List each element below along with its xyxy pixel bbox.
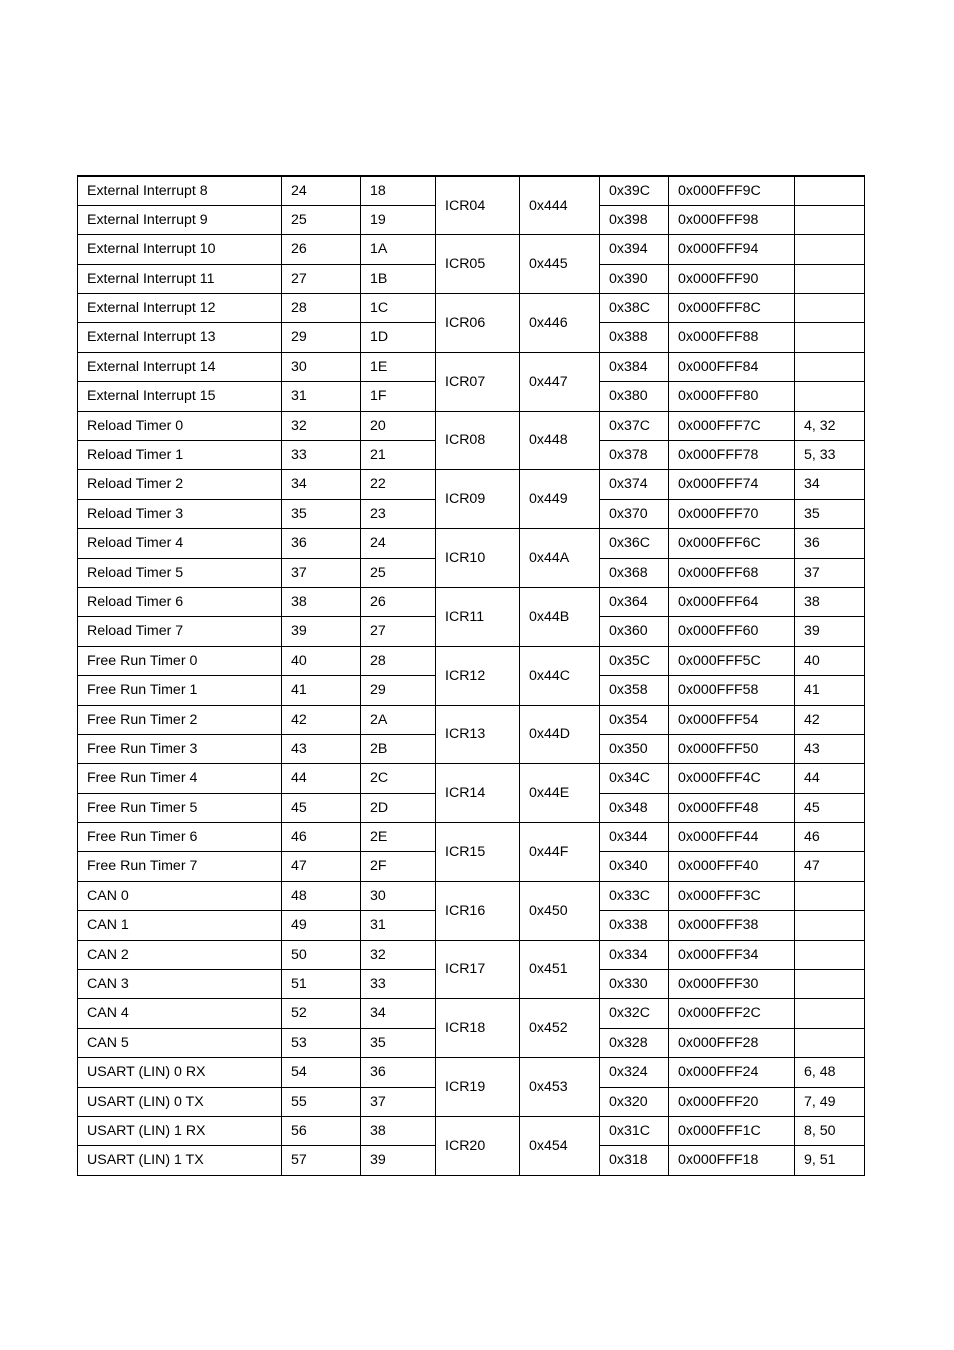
reference-cell — [795, 205, 865, 234]
icr-address-cell: 0x44F — [520, 823, 600, 882]
icr-register-cell: ICR14 — [436, 764, 520, 823]
interrupt-source-cell: USART (LIN) 0 RX — [78, 1058, 282, 1087]
interrupt-source-cell: External Interrupt 15 — [78, 382, 282, 411]
interrupt-number-decimal-cell: 35 — [282, 499, 361, 528]
interrupt-number-hex-cell: 25 — [361, 558, 436, 587]
interrupt-number-decimal-cell: 30 — [282, 352, 361, 381]
vector-address-cell: 0x000FFF50 — [669, 734, 795, 763]
interrupt-number-decimal-cell: 50 — [282, 940, 361, 969]
table-row — [78, 294, 865, 323]
interrupt-number-decimal-cell: 47 — [282, 852, 361, 881]
vector-address-cell: 0x000FFF94 — [669, 235, 795, 264]
vector-offset-cell: 0x31C — [600, 1117, 669, 1146]
interrupt-number-hex-cell: 1E — [361, 352, 436, 381]
icr-address-cell: 0x451 — [520, 940, 600, 999]
vector-offset-cell: 0x33C — [600, 881, 669, 910]
vector-address-cell: 0x000FFF80 — [669, 382, 795, 411]
interrupt-number-decimal-cell: 48 — [282, 881, 361, 910]
interrupt-number-decimal-cell: 45 — [282, 793, 361, 822]
reference-cell — [795, 176, 865, 205]
vector-address-cell: 0x000FFF7C — [669, 411, 795, 440]
reference-cell: 38 — [795, 587, 865, 616]
vector-address-cell: 0x000FFF24 — [669, 1058, 795, 1087]
icr-register-cell: ICR08 — [436, 411, 520, 470]
vector-offset-cell: 0x378 — [600, 441, 669, 470]
interrupt-number-decimal-cell: 56 — [282, 1117, 361, 1146]
interrupt-number-hex-cell: 33 — [361, 970, 436, 999]
vector-offset-cell: 0x340 — [600, 852, 669, 881]
icr-register-cell: ICR17 — [436, 940, 520, 999]
reference-cell: 43 — [795, 734, 865, 763]
vector-address-cell: 0x000FFF9C — [669, 176, 795, 205]
reference-cell: 44 — [795, 764, 865, 793]
icr-register-cell: ICR07 — [436, 352, 520, 411]
interrupt-number-hex-cell: 18 — [361, 176, 436, 205]
vector-offset-cell: 0x370 — [600, 499, 669, 528]
interrupt-number-hex-cell: 29 — [361, 676, 436, 705]
vector-offset-cell: 0x324 — [600, 1058, 669, 1087]
interrupt-number-hex-cell: 31 — [361, 911, 436, 940]
vector-address-cell: 0x000FFF2C — [669, 999, 795, 1028]
interrupt-number-hex-cell: 19 — [361, 205, 436, 234]
icr-register-cell: ICR13 — [436, 705, 520, 764]
interrupt-source-cell: CAN 5 — [78, 1028, 282, 1057]
interrupt-number-decimal-cell: 34 — [282, 470, 361, 499]
interrupt-number-hex-cell: 37 — [361, 1087, 436, 1116]
vector-offset-cell: 0x39C — [600, 176, 669, 205]
icr-address-cell: 0x450 — [520, 881, 600, 940]
interrupt-source-cell: External Interrupt 11 — [78, 264, 282, 293]
table-row — [78, 411, 865, 440]
table-row — [78, 999, 865, 1028]
vector-offset-cell: 0x338 — [600, 911, 669, 940]
interrupt-source-cell: Free Run Timer 1 — [78, 676, 282, 705]
interrupt-number-decimal-cell: 26 — [282, 235, 361, 264]
table-row — [78, 823, 865, 852]
vector-offset-cell: 0x364 — [600, 587, 669, 616]
interrupt-number-decimal-cell: 32 — [282, 411, 361, 440]
table-row — [78, 352, 865, 381]
interrupt-number-decimal-cell: 40 — [282, 646, 361, 675]
interrupt-number-decimal-cell: 25 — [282, 205, 361, 234]
icr-address-cell: 0x446 — [520, 294, 600, 353]
reference-cell: 46 — [795, 823, 865, 852]
vector-offset-cell: 0x318 — [600, 1146, 669, 1175]
icr-register-cell: ICR20 — [436, 1117, 520, 1176]
interrupt-number-decimal-cell: 28 — [282, 294, 361, 323]
interrupt-number-hex-cell: 2A — [361, 705, 436, 734]
vector-address-cell: 0x000FFF84 — [669, 352, 795, 381]
interrupt-source-cell: External Interrupt 10 — [78, 235, 282, 264]
interrupt-number-decimal-cell: 52 — [282, 999, 361, 1028]
interrupt-number-hex-cell: 2D — [361, 793, 436, 822]
table-row — [78, 646, 865, 675]
reference-cell: 42 — [795, 705, 865, 734]
vector-offset-cell: 0x348 — [600, 793, 669, 822]
vector-address-cell: 0x000FFF88 — [669, 323, 795, 352]
reference-cell: 6, 48 — [795, 1058, 865, 1087]
interrupt-number-hex-cell: 38 — [361, 1117, 436, 1146]
vector-offset-cell: 0x388 — [600, 323, 669, 352]
vector-offset-cell: 0x368 — [600, 558, 669, 587]
interrupt-source-cell: Free Run Timer 4 — [78, 764, 282, 793]
interrupt-source-cell: Reload Timer 3 — [78, 499, 282, 528]
vector-address-cell: 0x000FFF74 — [669, 470, 795, 499]
reference-cell: 5, 33 — [795, 441, 865, 470]
interrupt-number-decimal-cell: 36 — [282, 529, 361, 558]
icr-register-cell: ICR05 — [436, 235, 520, 294]
icr-register-cell: ICR11 — [436, 587, 520, 646]
interrupt-source-cell: Reload Timer 5 — [78, 558, 282, 587]
interrupt-number-decimal-cell: 55 — [282, 1087, 361, 1116]
reference-cell — [795, 294, 865, 323]
interrupt-source-cell: USART (LIN) 1 TX — [78, 1146, 282, 1175]
interrupt-source-cell: CAN 4 — [78, 999, 282, 1028]
table-row — [78, 705, 865, 734]
vector-address-cell: 0x000FFF98 — [669, 205, 795, 234]
table-row — [78, 1117, 865, 1146]
reference-cell — [795, 382, 865, 411]
table-row — [78, 235, 865, 264]
vector-address-cell: 0x000FFF48 — [669, 793, 795, 822]
icr-register-cell: ICR16 — [436, 881, 520, 940]
interrupt-number-hex-cell: 26 — [361, 587, 436, 616]
vector-address-cell: 0x000FFF38 — [669, 911, 795, 940]
interrupt-number-decimal-cell: 29 — [282, 323, 361, 352]
reference-cell: 35 — [795, 499, 865, 528]
reference-cell: 47 — [795, 852, 865, 881]
vector-address-cell: 0x000FFF20 — [669, 1087, 795, 1116]
reference-cell: 4, 32 — [795, 411, 865, 440]
interrupt-number-hex-cell: 34 — [361, 999, 436, 1028]
vector-offset-cell: 0x344 — [600, 823, 669, 852]
interrupt-number-decimal-cell: 49 — [282, 911, 361, 940]
vector-offset-cell: 0x374 — [600, 470, 669, 499]
reference-cell: 45 — [795, 793, 865, 822]
reference-cell: 41 — [795, 676, 865, 705]
interrupt-number-hex-cell: 20 — [361, 411, 436, 440]
interrupt-number-hex-cell: 22 — [361, 470, 436, 499]
interrupt-number-decimal-cell: 38 — [282, 587, 361, 616]
interrupt-source-cell: CAN 1 — [78, 911, 282, 940]
icr-register-cell: ICR18 — [436, 999, 520, 1058]
vector-offset-cell: 0x360 — [600, 617, 669, 646]
interrupt-source-cell: Reload Timer 7 — [78, 617, 282, 646]
interrupt-number-decimal-cell: 51 — [282, 970, 361, 999]
interrupt-number-decimal-cell: 31 — [282, 382, 361, 411]
reference-cell: 37 — [795, 558, 865, 587]
vector-offset-cell: 0x320 — [600, 1087, 669, 1116]
vector-address-cell: 0x000FFF68 — [669, 558, 795, 587]
reference-cell: 34 — [795, 470, 865, 499]
reference-cell — [795, 970, 865, 999]
table-row — [78, 176, 865, 205]
icr-register-cell: ICR06 — [436, 294, 520, 353]
reference-cell: 9, 51 — [795, 1146, 865, 1175]
icr-address-cell: 0x452 — [520, 999, 600, 1058]
interrupt-source-cell: USART (LIN) 0 TX — [78, 1087, 282, 1116]
vector-offset-cell: 0x358 — [600, 676, 669, 705]
table-row — [78, 940, 865, 969]
icr-address-cell: 0x445 — [520, 235, 600, 294]
interrupt-number-hex-cell: 1C — [361, 294, 436, 323]
interrupt-source-cell: External Interrupt 8 — [78, 176, 282, 205]
interrupt-source-cell: Free Run Timer 6 — [78, 823, 282, 852]
table-row — [78, 529, 865, 558]
interrupt-number-hex-cell: 36 — [361, 1058, 436, 1087]
interrupt-number-decimal-cell: 54 — [282, 1058, 361, 1087]
interrupt-number-decimal-cell: 33 — [282, 441, 361, 470]
interrupt-source-cell: Free Run Timer 5 — [78, 793, 282, 822]
vector-offset-cell: 0x390 — [600, 264, 669, 293]
icr-register-cell: ICR09 — [436, 470, 520, 529]
interrupt-number-hex-cell: 1F — [361, 382, 436, 411]
vector-address-cell: 0x000FFF18 — [669, 1146, 795, 1175]
interrupt-number-hex-cell: 21 — [361, 441, 436, 470]
icr-register-cell: ICR12 — [436, 646, 520, 705]
vector-address-cell: 0x000FFF64 — [669, 587, 795, 616]
vector-offset-cell: 0x398 — [600, 205, 669, 234]
vector-address-cell: 0x000FFF3C — [669, 881, 795, 910]
interrupt-number-decimal-cell: 24 — [282, 176, 361, 205]
interrupt-source-cell: External Interrupt 13 — [78, 323, 282, 352]
interrupt-source-cell: Free Run Timer 7 — [78, 852, 282, 881]
table-row — [78, 1058, 865, 1087]
vector-offset-cell: 0x354 — [600, 705, 669, 734]
vector-address-cell: 0x000FFF60 — [669, 617, 795, 646]
reference-cell — [795, 911, 865, 940]
vector-offset-cell: 0x38C — [600, 294, 669, 323]
icr-register-cell: ICR04 — [436, 176, 520, 235]
interrupt-number-decimal-cell: 43 — [282, 734, 361, 763]
interrupt-number-hex-cell: 30 — [361, 881, 436, 910]
interrupt-number-hex-cell: 2C — [361, 764, 436, 793]
interrupt-number-decimal-cell: 27 — [282, 264, 361, 293]
interrupt-source-cell: Free Run Timer 0 — [78, 646, 282, 675]
vector-offset-cell: 0x328 — [600, 1028, 669, 1057]
reference-cell: 7, 49 — [795, 1087, 865, 1116]
reference-cell: 36 — [795, 529, 865, 558]
reference-cell — [795, 264, 865, 293]
icr-address-cell: 0x454 — [520, 1117, 600, 1176]
interrupt-number-hex-cell: 23 — [361, 499, 436, 528]
table-row — [78, 881, 865, 910]
icr-address-cell: 0x44C — [520, 646, 600, 705]
reference-cell: 8, 50 — [795, 1117, 865, 1146]
vector-offset-cell: 0x380 — [600, 382, 669, 411]
interrupt-number-hex-cell: 1D — [361, 323, 436, 352]
vector-address-cell: 0x000FFF34 — [669, 940, 795, 969]
vector-offset-cell: 0x37C — [600, 411, 669, 440]
vector-offset-cell: 0x32C — [600, 999, 669, 1028]
interrupt-source-cell: Reload Timer 2 — [78, 470, 282, 499]
reference-cell — [795, 235, 865, 264]
icr-address-cell: 0x44E — [520, 764, 600, 823]
vector-address-cell: 0x000FFF5C — [669, 646, 795, 675]
icr-register-cell: ICR10 — [436, 529, 520, 588]
interrupt-number-hex-cell: 2E — [361, 823, 436, 852]
vector-offset-cell: 0x334 — [600, 940, 669, 969]
vector-offset-cell: 0x350 — [600, 734, 669, 763]
interrupt-number-hex-cell: 32 — [361, 940, 436, 969]
interrupt-source-cell: CAN 3 — [78, 970, 282, 999]
interrupt-number-hex-cell: 24 — [361, 529, 436, 558]
vector-address-cell: 0x000FFF28 — [669, 1028, 795, 1057]
vector-address-cell: 0x000FFF1C — [669, 1117, 795, 1146]
interrupt-number-decimal-cell: 53 — [282, 1028, 361, 1057]
vector-offset-cell: 0x384 — [600, 352, 669, 381]
table-row — [78, 470, 865, 499]
vector-address-cell: 0x000FFF4C — [669, 764, 795, 793]
interrupt-number-hex-cell: 2B — [361, 734, 436, 763]
interrupt-number-hex-cell: 1B — [361, 264, 436, 293]
interrupt-number-hex-cell: 28 — [361, 646, 436, 675]
vector-offset-cell: 0x34C — [600, 764, 669, 793]
interrupt-number-decimal-cell: 41 — [282, 676, 361, 705]
icr-address-cell: 0x453 — [520, 1058, 600, 1117]
interrupt-source-cell: External Interrupt 9 — [78, 205, 282, 234]
reference-cell — [795, 323, 865, 352]
vector-offset-cell: 0x330 — [600, 970, 669, 999]
vector-offset-cell: 0x394 — [600, 235, 669, 264]
icr-register-cell: ICR15 — [436, 823, 520, 882]
vector-address-cell: 0x000FFF58 — [669, 676, 795, 705]
vector-address-cell: 0x000FFF78 — [669, 441, 795, 470]
interrupt-source-cell: CAN 2 — [78, 940, 282, 969]
interrupt-source-cell: Reload Timer 6 — [78, 587, 282, 616]
vector-address-cell: 0x000FFF70 — [669, 499, 795, 528]
vector-address-cell: 0x000FFF44 — [669, 823, 795, 852]
reference-cell — [795, 1028, 865, 1057]
interrupt-number-decimal-cell: 44 — [282, 764, 361, 793]
icr-address-cell: 0x44B — [520, 587, 600, 646]
interrupt-source-cell: Reload Timer 4 — [78, 529, 282, 558]
interrupt-source-cell: Reload Timer 0 — [78, 411, 282, 440]
table-row — [78, 587, 865, 616]
reference-cell: 39 — [795, 617, 865, 646]
interrupt-number-hex-cell: 27 — [361, 617, 436, 646]
reference-cell — [795, 940, 865, 969]
table-row — [78, 764, 865, 793]
interrupt-source-cell: CAN 0 — [78, 881, 282, 910]
interrupt-number-hex-cell: 35 — [361, 1028, 436, 1057]
interrupt-source-cell: External Interrupt 14 — [78, 352, 282, 381]
vector-address-cell: 0x000FFF6C — [669, 529, 795, 558]
reference-cell — [795, 881, 865, 910]
interrupt-number-decimal-cell: 46 — [282, 823, 361, 852]
icr-address-cell: 0x448 — [520, 411, 600, 470]
reference-cell — [795, 999, 865, 1028]
vector-address-cell: 0x000FFF8C — [669, 294, 795, 323]
vector-offset-cell: 0x36C — [600, 529, 669, 558]
interrupt-vector-table — [77, 175, 865, 1176]
reference-cell: 40 — [795, 646, 865, 675]
vector-address-cell: 0x000FFF90 — [669, 264, 795, 293]
interrupt-number-decimal-cell: 42 — [282, 705, 361, 734]
icr-address-cell: 0x444 — [520, 176, 600, 235]
vector-address-cell: 0x000FFF30 — [669, 970, 795, 999]
interrupt-number-decimal-cell: 57 — [282, 1146, 361, 1175]
interrupt-number-hex-cell: 2F — [361, 852, 436, 881]
icr-address-cell: 0x44A — [520, 529, 600, 588]
interrupt-source-cell: USART (LIN) 1 RX — [78, 1117, 282, 1146]
interrupt-source-cell: Free Run Timer 3 — [78, 734, 282, 763]
interrupt-source-cell: Reload Timer 1 — [78, 441, 282, 470]
vector-address-cell: 0x000FFF54 — [669, 705, 795, 734]
icr-address-cell: 0x449 — [520, 470, 600, 529]
reference-cell — [795, 352, 865, 381]
interrupt-number-hex-cell: 39 — [361, 1146, 436, 1175]
icr-address-cell: 0x447 — [520, 352, 600, 411]
icr-address-cell: 0x44D — [520, 705, 600, 764]
interrupt-number-hex-cell: 1A — [361, 235, 436, 264]
interrupt-source-cell: External Interrupt 12 — [78, 294, 282, 323]
interrupt-number-decimal-cell: 37 — [282, 558, 361, 587]
interrupt-number-decimal-cell: 39 — [282, 617, 361, 646]
icr-register-cell: ICR19 — [436, 1058, 520, 1117]
interrupt-source-cell: Free Run Timer 2 — [78, 705, 282, 734]
vector-address-cell: 0x000FFF40 — [669, 852, 795, 881]
vector-offset-cell: 0x35C — [600, 646, 669, 675]
